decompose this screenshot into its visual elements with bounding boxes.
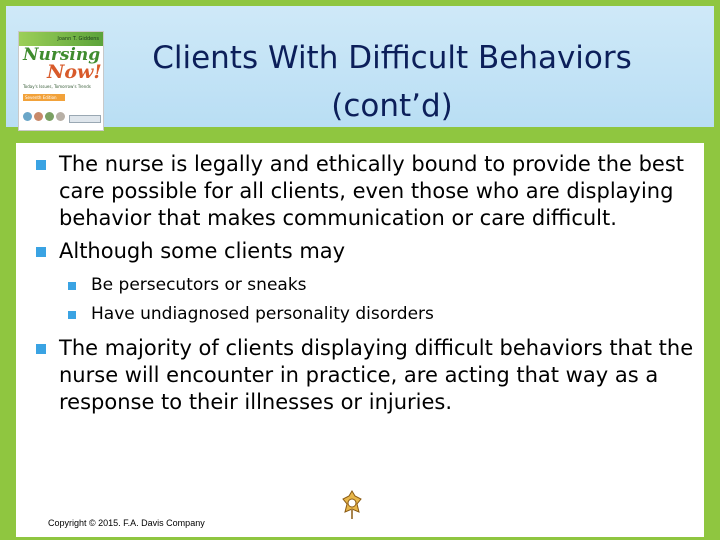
bullet-list [34, 151, 694, 422]
book-author: Joann T. Giddens [57, 36, 99, 42]
square-bullet-icon [68, 311, 76, 319]
slide-title [116, 34, 668, 130]
book-title-bottom: Now! [47, 61, 102, 83]
book-cover-icon [18, 31, 104, 131]
copyright-text: Copyright © 2015. F.A. Davis Company [48, 518, 205, 528]
bullet-item [34, 151, 694, 232]
bullet-text: Although some clients may [59, 239, 346, 263]
book-publisher-logo [69, 115, 101, 123]
book-edition: Seventh Edition [23, 94, 65, 101]
slide-content [16, 143, 704, 537]
square-bullet-icon [36, 160, 46, 170]
square-bullet-icon [68, 282, 76, 290]
book-title-top: Nursing [23, 45, 101, 65]
slide-title-line1: Clients With Difficult Behaviors [152, 40, 632, 76]
bullet-item [34, 335, 694, 416]
bullet-item [34, 238, 694, 329]
bullet-text: The majority of clients displaying difficult behaviors that the nurse will encounter in practice, are acting that way as a response to their illnesses or injuries. [59, 336, 694, 414]
fa-davis-logo-icon [341, 490, 363, 520]
slide-title-line2: (cont’d) [331, 88, 453, 124]
title-band [6, 6, 714, 127]
square-bullet-icon [36, 247, 46, 257]
sub-bullet-text: Be persecutors or sneaks [91, 275, 307, 295]
sub-bullet-item [65, 300, 694, 329]
sub-bullet-list [65, 271, 694, 329]
square-bullet-icon [36, 344, 46, 354]
bullet-text: The nurse is legally and ethically bound to provide the best care possible for all clients, even those who are displaying behavior that makes communication or care difficult. [59, 152, 685, 230]
sub-bullet-item [65, 271, 694, 300]
book-subtitle: Today's Issues, Tomorrow's Trends [23, 84, 91, 89]
sub-bullet-text: Have undiagnosed personality disorders [91, 304, 434, 324]
book-cover-photos [23, 112, 65, 121]
